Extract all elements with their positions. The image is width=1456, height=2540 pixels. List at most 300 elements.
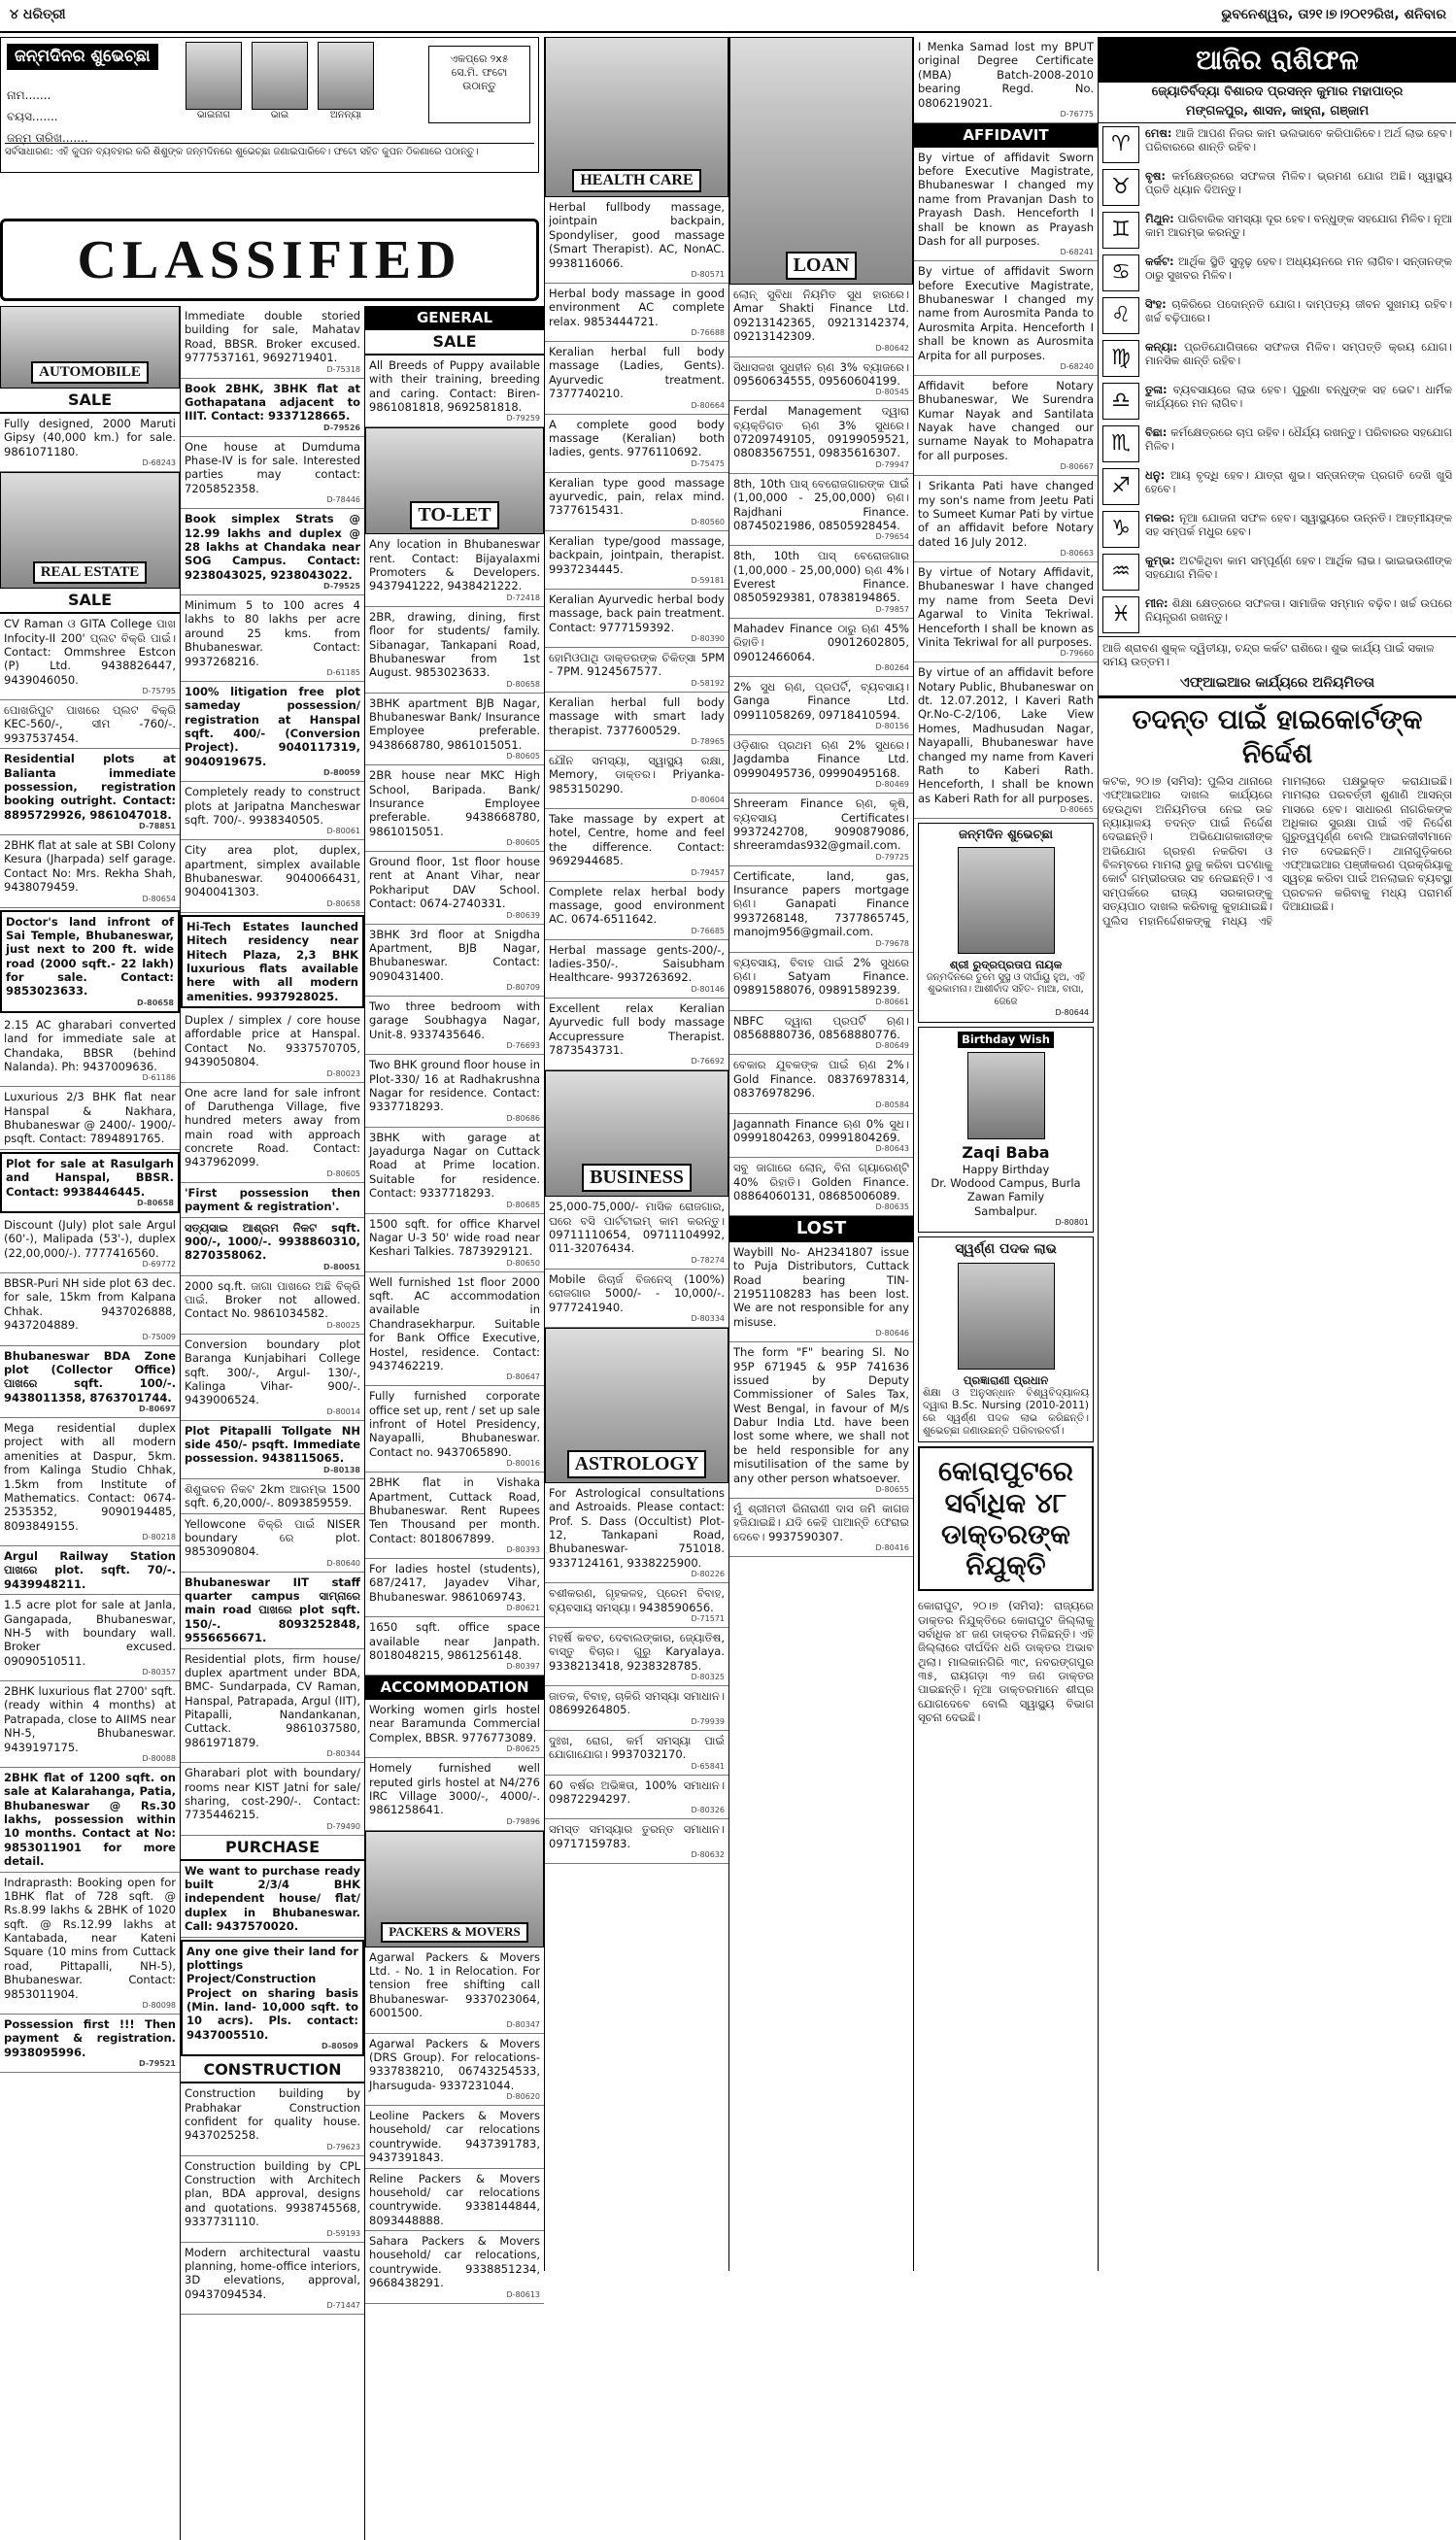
classified-ad — [181, 379, 364, 437]
classified-ad — [729, 1342, 913, 1499]
ad-text: ସିଧାସଳଖ ସୁଧହୀନ ଋଣ 3% ବ୍ୟାଜରେ। 09560634555, 09560604199. — [733, 359, 909, 388]
classified-ad — [181, 509, 364, 595]
ad-text: Herbal massage gents-200/-, ladies-350/-. Saisubham Healthcare- 9937263692. — [549, 942, 725, 985]
classified-ad — [0, 1595, 180, 1681]
rashi-name: କର୍କଟ: — [1145, 254, 1174, 268]
ad-text: Shreeram Finance ଋଣ, କୃଷି, ବ୍ୟବସାୟ Certificates। 9937242708, 9090879086, shreeramdas932@gmail.com. — [733, 796, 909, 853]
ad-text: 1500 sqft. for office Kharvel Nagar U-3 50' wide road near Keshari Talkies. 7873929121. — [369, 1216, 540, 1259]
rashi-entry — [1099, 508, 1456, 551]
birthday-card-1-code: D-80644 — [1055, 1008, 1089, 1018]
classified-ad — [0, 1768, 180, 1873]
classified-ad — [0, 2015, 180, 2073]
classified-ad — [914, 376, 1098, 476]
classified-ad — [181, 1183, 364, 1218]
ad-code: D-69772 — [142, 1260, 176, 1269]
ad-text: Keralian Ayurvedic herbal body massage, back pain treatment. Contact: 9777159392. — [549, 592, 725, 634]
construction-heading: CONSTRUCTION — [181, 2058, 364, 2083]
rashi-entry — [1099, 209, 1456, 252]
zodiac-icon: ♌ — [1102, 297, 1139, 334]
tolet-ads — [365, 534, 544, 1676]
ad-text: ଜାତକ, ବିବାହ, ଚାକିରି ସମସ୍ୟା ସମାଧାନ। 08699264805. — [549, 1689, 725, 1717]
classified-ad — [545, 999, 728, 1071]
ad-text: I Srikanta Pati have changed my son's name from Jeetu Pati to Sumeet Kumar Pati by virtue of an affidavit before Notary dated 16 July 2012. — [918, 479, 1094, 549]
rashi-name: ବୃଷ: — [1145, 168, 1166, 183]
birthday-card-2-code: D-80801 — [1055, 1218, 1089, 1227]
ad-code: D-59181 — [691, 575, 725, 585]
rashi-name: ମିଥୁନ: — [1145, 211, 1174, 225]
classified-ad — [545, 590, 728, 648]
affidavit-heading: AFFIDAVIT — [914, 123, 1098, 148]
classified-ad — [545, 751, 728, 809]
general-sale-ads — [365, 356, 544, 428]
ad-text: Mega residential duplex project with all modern amenities at Daspur, 5km. from Kalinga Studio Chhak, 1.5km from Institute of Mathematics. Contact: 0674-2535352, 9090194485, 8093849155. — [4, 1421, 176, 1533]
general-heading: GENERAL — [365, 306, 544, 330]
classified-ad — [365, 1055, 544, 1128]
rashi-entry — [1099, 337, 1456, 380]
ad-text: Excellent relax Keralian Ayurvedic full body massage Accupressure Therapist. 7873543731. — [549, 1000, 725, 1057]
astrology-image: ASTROLOGY — [545, 1328, 728, 1483]
classified-ad — [545, 197, 728, 284]
classified-ad — [545, 648, 728, 693]
ad-code: D-80325 — [691, 1673, 725, 1681]
birthday-card-1-photo — [958, 847, 1055, 954]
ad-text: ହୋମିଓପାଥି ଡାକ୍ତରଙ୍କ ଚିକିତ୍ସା 5PM - 7PM. 9124567577. — [549, 651, 725, 679]
ad-text: ବଶୀକରଣ, ଗୃହକଳହ, ପ୍ରେମ ବିବାହ, ବ୍ୟବସାୟ ସମସ୍ୟା। 9438590656. — [549, 1586, 725, 1614]
loan-image: LOAN — [729, 37, 913, 285]
ad-code: D-75318 — [326, 364, 360, 374]
classified-ad — [181, 2156, 364, 2243]
rashifal-signs — [1099, 123, 1456, 636]
ad-code: D-79526 — [323, 423, 360, 432]
classified-ad — [729, 735, 913, 794]
ad-text: Fully designed, 2000 Maruti Gipsy (40,000 km.) for sale. 9861071180. — [4, 417, 176, 458]
ad-code: D-80663 — [1060, 549, 1094, 558]
sample-photo-3: ଅନନ୍ୟା — [318, 42, 374, 122]
rashi-prediction: କର୍ମକ୍ଷେତ୍ରରେ ଚାପ ରହିବ। ଧୈର୍ଯ୍ୟ ରଖନ୍ତୁ। ପରିବାରର ସହଯୋଗ ମିଳିବ। — [1145, 424, 1452, 453]
ad-code: D-80605 — [326, 1168, 360, 1178]
ad-code: D-80156 — [875, 722, 909, 730]
birthday-card-2-line3: Zawan Family — [966, 1190, 1045, 1204]
rashi-name: ମକର: — [1145, 510, 1175, 525]
rashi-text — [1145, 554, 1452, 591]
ad-code: D-61185 — [326, 667, 360, 677]
rashi-prediction: ଚାକିରିରେ ପଦୋନ୍ନତି ଯୋଗ। ଦାମ୍ପତ୍ୟ ଜୀବନ ସୁଖମୟ ରହିବ। ଖର୍ଚ୍ଚ ବଢ଼ିପାରେ। — [1145, 296, 1452, 324]
rashi-prediction: ଆଜି ଆପଣ ନିଜର କାମ ଭଲଭାବେ କରିପାରିବେ। ଅର୍ଥ ଲାଭ ହେବ। ପରିବାରରେ ଶାନ୍ତି ରହିବ। — [1145, 125, 1453, 153]
ad-text: I Menka Samad lost my BPUT original Degree Certificate (MBA) Batch-2008-2010 bearing Regd. No. 0806219021. — [918, 40, 1094, 110]
ad-text: 2BHK flat in Vishaka Apartment, Cuttack Road, Bhubaneswar. Rent Rupees Ten Thousand per month. Contact: 8018067899. — [369, 1475, 540, 1545]
ad-text: ବ୍ୟବସାୟ, ବିବାହ ପାଇଁ 2% ସୁଧରେ ଋଣ। Satyam Finance. 09891588076, 09891589239. — [733, 955, 909, 998]
dateline: ଭୁବନେଶ୍ୱର, ତା୨୧।୭।୨୦୧୨ରିଖ, ଶନିବାର — [1221, 7, 1446, 23]
ad-text: 60 ବର୍ଷର ଅଭିଜ୍ଞତା, 100% ସମାଧାନ। 09872294297. — [549, 1778, 725, 1806]
ad-code: D-80218 — [142, 1533, 176, 1541]
classified-ad — [914, 662, 1098, 819]
page-header — [0, 0, 1456, 33]
ad-code: D-80613 — [506, 2289, 540, 2299]
ad-code: D-80146 — [691, 984, 725, 994]
classified-ad — [545, 809, 728, 882]
ad-code: D-80665 — [1060, 805, 1094, 814]
ad-text: Conversion boundary plot Baranga Kunjabihari College sqft. 300/-, Argul- 130/-, Kalinga Vihar- 900/-. 9439006524. — [185, 1337, 360, 1407]
ad-code: D-80686 — [506, 1113, 540, 1123]
ad-text: 2000 sq.ft. ଜାଗା ପାଖରେ ଅଛି ବିକ୍ରି ପାଇଁ. Broker not allowed. Contact No. 9861034582. — [185, 1278, 360, 1321]
ad-code: D-79623 — [326, 2142, 360, 2151]
classified-ad — [545, 1731, 728, 1776]
ad-text: Any one give their land for plottings Project/Construction Project on sharing basis (Min. land- 10,000 sqft. to 10 acrs). Pls. contact: 9437005510. — [186, 1944, 358, 2042]
ad-text: For Astrological consultations and Astroaids. Please contact: Prof. S. Dass (Occultist) Plot- 12, Tankapani Road, Bhubaneswar- 751018. 9337124161, 9338225900. — [549, 1485, 725, 1570]
classified-ad — [181, 1763, 364, 1836]
classified-ad — [545, 1819, 728, 1864]
zodiac-icon: ♉ — [1102, 169, 1139, 206]
ad-code: D-80643 — [875, 1144, 909, 1154]
ad-code: D-58192 — [691, 678, 725, 688]
ad-text: 'First possession then payment & registration'. — [185, 1185, 360, 1214]
rashi-entry — [1099, 294, 1456, 337]
classified-ad — [365, 2169, 544, 2232]
column-loan — [729, 37, 913, 2271]
ad-text: Well furnished 1st floor 2000 sqft. AC accommodation available in Chandrasekharpur. Suitable for Bank Office Executive, Hostel, residence. Contact: 9437462219. — [369, 1274, 540, 1372]
ad-text: Agarwal Packers & Movers (DRS Group). For relocations- 9337838210, 06743254533, Jharsuguda- 9337231044. — [369, 2036, 540, 2092]
classified-ad — [365, 1214, 544, 1272]
ad-text: NBFC ଦ୍ୱାରା ପ୍ରପର୍ଟି ଋଣ। 08568880736, 08568880776. — [733, 1013, 909, 1041]
classified-ad — [365, 1617, 544, 1676]
rashi-text — [1145, 297, 1452, 334]
zodiac-icon: ♑ — [1102, 511, 1139, 548]
ad-code: D-80640 — [326, 1558, 360, 1568]
birthday-coupon-fields — [7, 85, 88, 149]
ad-code: D-80138 — [323, 1465, 360, 1474]
classified-ad — [914, 562, 1098, 662]
ad-code: D-80509 — [322, 2042, 358, 2051]
classified-ad — [729, 1499, 913, 1557]
classified-ad — [0, 835, 180, 908]
koraput-story: କୋରାପୁଟ, ୨୦।୭ (ସମିସ): ରାଜ୍ୟରେ ଡାକ୍ତର ନିଯୁକ୍ତିରେ କୋରାପୁଟ ଜିଲ୍ଲାକୁ ସର୍ବାଧିକ ୪୮ ଜଣ ଡାକ୍ତର ମିଳିଛନ୍ତି। ଏହି ଜିଲ୍ଲାରେ ଦୀର୍ଘଦିନ ଧରି ଡାକ୍ତର ଅଭାବ ଥିଲା। ମାଲକାନଗିରି ୩୯, ନବରଙ୍ଗପୁର ୩୫, ରାୟଗଡ଼ା ୩୨ ଜଣ ଡାକ୍ତର ପାଇଛନ୍ତି। ନୂଆ ଡାକ୍ତରମାନେ ଶୀଘ୍ର ଯୋଗଦେବେ ବୋଲି ସ୍ୱାସ୍ଥ୍ୟ ବିଭାଗ ସୂଚନା ଦେଇଛି। — [918, 1599, 1094, 1725]
rashi-prediction: ଅଟକିଥିବା କାମ ସମ୍ପୂର୍ଣ୍ଣ ହେବ। ଆର୍ଥିକ ଲାଭ। ଭାଇଭଉଣୀଙ୍କ ସହଯୋଗ ମିଳିବ। — [1145, 553, 1452, 581]
classified-ad — [181, 1649, 364, 1764]
ad-text: 2.15 AC gharabari converted land for immediate sale at Chandaka, BBSR (behind Nalanda). Ph: 9437009636. — [4, 1017, 176, 1073]
classified-ad — [365, 694, 544, 766]
ad-text: By virtue of affidavit Sworn before Executive Magistrate, Bhubaneswar I changed my name from Pravanjan Dash to Prayash Dash. Henceforth I shall be known as Prayash Dash for all purposes. — [918, 150, 1094, 248]
purchase-heading: PURCHASE — [181, 1836, 364, 1861]
ad-code: D-79525 — [323, 582, 360, 591]
classified-ad — [914, 37, 1098, 123]
ad-code: D-79521 — [139, 2059, 176, 2068]
ad-code: D-80393 — [506, 1545, 540, 1554]
birthday-card-1-text: ଜନ୍ମଦିନରେ ତୁମେ ସୁସ୍ଥ ଓ ଦୀର୍ଘାୟୁ ହୁଅ, ଏହି ଶୁଭକାମନା। ଆଶୀର୍ବାଦ ସହିତ- ମାଆ, ବାପା, ଜେଜେ — [926, 971, 1086, 1007]
honour-name: ପ୍ରଜ୍ଞାରାଣୀ ପ୍ରଧାନ — [963, 1372, 1049, 1387]
birthday-card-2-line4: Sambalpur. — [973, 1203, 1037, 1218]
classified-ad — [729, 953, 913, 1011]
ad-text: Residential plots, firm house/ duplex apartment under BDA, BMC- Sundarpada, CV Raman, Hanspal, Patrapada, Argul (IIT), Pitapalli, Nandankanan, Cuttack. 9861037580, 9861971879. — [185, 1651, 360, 1749]
ad-code: D-65841 — [691, 1761, 725, 1771]
classified-ad — [0, 1087, 180, 1150]
classified-ad — [729, 866, 913, 953]
ad-text: Herbal fullbody massage, jointpain backpain, Spondyliser, good massage (Smart Therapist). AC, NonAC. 9938116066. — [549, 200, 725, 270]
ad-text: Keralian herbal full body massage with smart lady therapist. 7377600529. — [549, 694, 725, 737]
classified-ad — [914, 476, 1098, 562]
ad-code: D-80264 — [875, 662, 909, 672]
rashi-prediction: ଆୟ ବୃଦ୍ଧି ହେବ। ଯାତ୍ରା ଶୁଭ। ସନ୍ତାନଙ୍କ ପ୍ରଗତି ଦେଖି ଖୁସି ହେବେ। — [1145, 467, 1452, 495]
ad-text: All Breeds of Puppy available with their training, breeding and caring. Contact: Biren- 9861081818, 9692581818. — [369, 357, 540, 414]
ad-text: 25,000-75,000/- ମାସିକ ରୋଜଗାର, ଘରେ ବସି ପାର୍ଟଟାଇମ୍ କାମ କରନ୍ତୁ। 09711110654, 09711104992, 011-32076434. — [549, 1200, 725, 1256]
ad-text: ଦୁଃଖ, ରୋଗ, କର୍ମ ସମସ୍ୟା ପାଇଁ ଯୋଗାଯୋଗ। 9937032170. — [549, 1733, 725, 1762]
ad-code: D-80416 — [875, 1543, 909, 1552]
ad-text: Ground floor, 1st floor house rent at Anant Vihar, near Pokhariput DAV School. Contact: 0674-2740331. — [369, 855, 540, 911]
classified-ad — [0, 1215, 180, 1273]
zodiac-icon: ♈ — [1102, 126, 1139, 163]
ad-text: 2BHK luxurious flat 2700' sqft. (ready within 4 months) at Patrapada, close to AIIMS near NH-5, Bhubaneswar. 9439197175. — [4, 1684, 176, 1754]
ad-code: D-76685 — [691, 926, 725, 935]
classified-ad — [181, 915, 364, 1008]
ad-text: ସତ୍ୟସାଇ ଆଶ୍ରମ ନିକଟ sqft. 900/-, 1000/-. 9938860310, 8270358062. — [185, 1220, 360, 1263]
ad-text: Any location in Bhubaneswar rent. Contact: Bijayalaxmi Promoters & Developers. 9437941222, 9438421222. — [369, 537, 540, 593]
rashi-name: କୁମ୍ଭ: — [1145, 553, 1175, 567]
coupon-field-age[interactable]: ବୟସ....... — [7, 110, 58, 123]
ad-text: Keralian herbal full body massage (Ladies, Gents). Ayurvedic treatment. 7377740210. — [549, 345, 725, 401]
ad-code: D-79947 — [875, 459, 909, 469]
ad-text: Agarwal Packers & Movers Ltd. - No. 1 in Relocation. For tension free shifting call Bhubaneswar- 9337023064, 6001500. — [369, 1949, 540, 2020]
accommodation-ads — [365, 1700, 544, 1831]
ad-code: D-76693 — [506, 1041, 540, 1051]
birthday-card-1 — [918, 823, 1094, 1023]
ad-text: 1650 sqft. office space available near Janpath. 8018048215, 9861256148. — [369, 1620, 540, 1662]
tolet-image: TO-LET — [365, 427, 544, 534]
ad-text: 3BHK 3rd floor at Snigdha Apartment, BJB Nagar, Bhubaneswar. Contact: 9090431400. — [369, 927, 540, 983]
ad-code: D-80025 — [326, 1320, 360, 1330]
rashifal-title: ଆଜିର ରାଶିଫଳ — [1099, 37, 1456, 83]
classified-ad — [365, 925, 544, 998]
ad-text: ସବୁ ଜାଗାରେ ଲୋନ୍, ବିନା ଗ୍ୟାରେଣ୍ଟି 40% ରିହାତି। Golden Finance. 08864060131, 08685006089. — [733, 1161, 909, 1202]
birthday-card-2-name: Zaqi Baba — [962, 1142, 1050, 1162]
ad-text: Hi-Tech Estates launched Hitech residency near Hitech Plaza, 2,3 BHK luxurious flats available here with all modern amenities. 9937928025. — [186, 919, 358, 1003]
ad-code: D-80632 — [691, 1850, 725, 1859]
ad-text: CV Raman ଓ GITA College ପାଖ Infocity-II 200' ପ୍ଲଟ ବିକ୍ରି ପାଇଁ। Contact: Ommshree Estcon (P) Ltd. 9438826447, 9439046050. — [4, 617, 176, 687]
classified-ad — [0, 749, 180, 835]
ad-code: D-80023 — [326, 1068, 360, 1078]
classified-ad — [181, 1940, 364, 2057]
ad-text: Mahadev Finance ଠାରୁ ଋଣ 45% ରିହାତି। 09012602805, 09012466064. — [733, 621, 909, 663]
ad-code: D-76688 — [691, 328, 725, 337]
ad-code: D-80658 — [137, 1198, 174, 1207]
birthday-coupon — [0, 37, 539, 173]
ad-text: Argul Railway Station ପାଖରେ plot. sqft. 70/-. 9439948211. — [4, 1549, 176, 1591]
real-estate-sale-heading: SALE — [0, 589, 180, 614]
zodiac-icon: ♐ — [1102, 468, 1139, 505]
classified-ad — [729, 1011, 913, 1056]
ad-text: The form "F" bearing Sl. No 95P 671945 & 95P 741636 issued by Deputy Commissioner of Sales Tax, West Bengal, in favour of M/s Dabur India Ltd. have been lost some where, we shall not be held responsible for any misutilisation of the same by any other person whatsoever. — [733, 1345, 909, 1485]
zodiac-icon: ♏ — [1102, 425, 1139, 462]
ad-code: D-71447 — [326, 2301, 360, 2310]
ad-code: D-80390 — [691, 634, 725, 643]
rashi-text — [1145, 212, 1452, 249]
packers-image: PACKERS & MOVERS — [365, 1831, 544, 1947]
coupon-field-name[interactable]: ନାମ....... — [7, 88, 51, 102]
ad-text: Plot Pitapalli Tollgate NH side 450/- psqft. Immediate possession. 9438115065. — [185, 1423, 360, 1466]
ad-text: 1.5 acre plot for sale at Janla, Gangapada, Bhubaneswar, NH-5 with boundary wall. Broker excused. 09090510511. — [4, 1598, 176, 1668]
ad-code: D-80664 — [691, 400, 725, 410]
classified-ad — [0, 1418, 180, 1546]
column-property-2 — [181, 306, 364, 2310]
classified-ad — [0, 414, 180, 472]
ad-text: Residential plots at Balianta immediate possession, registration booking outright. Contact: 8895729926, 9861047018. — [4, 752, 176, 822]
ad-text: Yellowcone ବିକ୍ରି ପାଇଁ NISER boundary ରେ plot. 9853090804. — [185, 1516, 360, 1559]
ad-text: Book simplex Strats @ 12.99 lakhs and duplex @ 28 lakhs at Chandaka near SOG Campus. Contact: 9238043025, 9238043022. — [185, 512, 360, 582]
ad-text: Two three bedroom with garage Soubhagya Nagar, Unit-8. 9337435646. — [369, 999, 540, 1041]
ad-code: D-68241 — [1060, 248, 1094, 257]
rashi-text — [1145, 126, 1452, 163]
classified-ad — [0, 1873, 180, 2015]
classified-ad — [181, 595, 364, 682]
ad-text: 3BHK apartment BJB Nagar, Bhubaneswar Bank/ Insurance Employee preferable. 9438668780, 9861015051. — [369, 695, 540, 752]
classified-ad — [365, 1758, 544, 1831]
birthday-card-2-title: Birthday Wish — [958, 1032, 1054, 1047]
ad-code: D-80334 — [691, 1313, 725, 1323]
rashi-name: ଧନୁ: — [1145, 467, 1166, 482]
ad-text: Reline Packers & Movers household/ car relocations countrywide. 9338144844, 8093448888. — [369, 2171, 540, 2227]
real-estate-image: REAL ESTATE — [0, 472, 180, 589]
general-sale-heading: SALE — [365, 330, 544, 356]
classified-banner — [0, 219, 539, 301]
classified-ad — [729, 794, 913, 866]
astrology-ads — [545, 1483, 728, 1864]
ad-text: Modern architectural vaastu planning, home-office interiors, 3D elevations, approval, 09437094534. — [185, 2245, 360, 2301]
ad-code: D-79654 — [875, 532, 909, 542]
ad-code: D-80226 — [691, 1570, 725, 1579]
ad-code: D-72418 — [506, 593, 540, 602]
sample-photos — [186, 42, 374, 122]
ad-text: Construction building by CPL Construction with Architech plan, BDA approval, designs and quotations. 9938745568, 9337731110. — [185, 2158, 360, 2229]
ad-code: D-76692 — [691, 1057, 725, 1067]
ad-code: D-80014 — [326, 1406, 360, 1416]
classified-ad — [0, 614, 180, 700]
ad-text: ଶିଶୁଭବନ ନିକଟ 2km ଆରମ୍ଭ 1500 sqft. 6,20,000/-. 8093859559. — [185, 1481, 360, 1510]
automobile-image: AUTOMOBILE — [0, 306, 180, 389]
classified-ad — [729, 357, 913, 402]
ad-code: D-76775 — [1060, 109, 1094, 119]
classified-ad — [365, 534, 544, 607]
ad-code: D-80347 — [506, 2019, 540, 2029]
ad-text: Keralian type/good massage, backpain, jointpain, therapist. 9937234445. — [549, 533, 725, 576]
classified-ad — [181, 1573, 364, 1649]
zodiac-icon: ♒ — [1102, 554, 1139, 591]
classified-ad — [181, 437, 364, 510]
classified-ad — [0, 1546, 180, 1595]
ad-code: D-80584 — [875, 1100, 909, 1109]
classified-ad — [545, 1776, 728, 1820]
automobile-ads — [0, 414, 180, 472]
classified-ad — [545, 940, 728, 999]
birthday-card-2 — [918, 1027, 1094, 1233]
classified-ad — [181, 2243, 364, 2316]
ad-code: D-80051 — [323, 1262, 360, 1271]
classified-ad — [181, 1479, 364, 1514]
classified-ad — [0, 700, 180, 749]
ad-text: BBSR-Puri NH side plot 63 dec. for sale, 15km from Kalpana Chhak. 9437026888, 9437204889. — [4, 1276, 176, 1333]
zodiac-icon: ♋ — [1102, 254, 1139, 291]
ad-code: D-80639 — [506, 910, 540, 920]
rashi-prediction: ଶିକ୍ଷା କ୍ଷେତ୍ରରେ ସଫଳତା। ସାମାଜିକ ସମ୍ମାନ ବଢ଼ିବ। ଖର୍ଚ୍ଚ ଉପରେ ନିୟନ୍ତ୍ରଣ ରଖନ୍ତୁ। — [1145, 595, 1452, 624]
classified-ad — [365, 1559, 544, 1617]
ad-code: D-80605 — [506, 752, 540, 762]
zodiac-icon: ♊ — [1102, 212, 1139, 249]
accommodation-heading: ACCOMMODATION — [365, 1676, 544, 1700]
ad-code: D-61186 — [142, 1073, 176, 1083]
classified-ad — [914, 148, 1098, 262]
ad-text: 2BR, drawing, dining, first floor for students/ family. Sibanagar, Tankapani Road, Bhubaneswar from 1st August. 9853023633. — [369, 609, 540, 680]
classified-ad — [181, 1218, 364, 1276]
photo-size-note: ଏକପ୍ରେ ୨x୫ ସେ.ମି. ଫଟୋ ଉଠାନ୍ତୁ — [428, 46, 530, 123]
classified-ad — [545, 1270, 728, 1328]
classified-ad — [365, 2106, 544, 2169]
coupon-footer: ସର୍ବସାଧାରଣ: ଏହି କୁପନ ବ୍ୟବହାର କରି ଶିଶୁଙ୍କ ଜନ୍ମଦିନରେ ଶୁଭେଚ୍ଛା ଜଣାଇପାରିବେ। ଫଟୋ ସହିତ କୁପନ ଠିକଣାରେ ପଠାନ୍ତୁ। — [5, 143, 534, 159]
news-body: କଟକ, ୨୦।୭ (ସମିସ): ପୁଲିସ ଥାନାରେ ଏଫ୍ଆଇଆର ଦାଖଲ କାର୍ଯ୍ୟରେ ହେଉଥିବା ଅନିୟମିତତା ନେଇ ଉଚ୍ଚ ନ୍ୟାୟାଳୟ ତଦନ୍ତ ପାଇଁ ନିର୍ଦ୍ଦେଶ ଦେଇଛନ୍ତି। ଅଭିଯୋଗକାରୀଙ୍କ ଅଭିଯୋଗ ଗ୍ରହଣ ନକରିବା ଓ ବିଳମ୍ବରେ ମାମଲା ରୁଜୁ କରିବା ଘଟଣାକୁ କୋର୍ଟ ଗମ୍ଭୀରତାର ସହ ନେଇଛନ୍ତି। ଏ ସମ୍ପର୍କରେ ରାଜ୍ୟ ସରକାରଙ୍କୁ ସତ୍ୟପାଠ ଦାଖଲ କରିବାକୁ କୁହାଯାଇଛି। ପୁଲିସ ମହାନିର୍ଦ୍ଦେଶକଙ୍କୁ ମଧ୍ୟ ଏହି ମାମଲାରେ ପକ୍ଷଭୁକ୍ତ କରାଯାଇଛି। ମାମଲାର ପରବର୍ତ୍ତୀ ଶୁଣାଣି ଆସନ୍ତା ମାସରେ ହେବ। ସାଧାରଣ ନାଗରିକଙ୍କ ଅଧିକାର ସୁରକ୍ଷା ପାଇଁ ଏହି ନିର୍ଦ୍ଦେଶ ଗୁରୁତ୍ୱପୂର୍ଣ୍ଣ ବୋଲି ଆଇନଜୀବୀମାନେ ମତ ଦେଇଛନ୍ତି। ଥାନାଗୁଡ଼ିକରେ ଏଫ୍ଆଇଆର ପଞ୍ଜୀକରଣ ପ୍ରକ୍ରିୟାକୁ ସ୍ୱଚ୍ଛ କରିବା ପାଇଁ ଅନଲାଇନ ବ୍ୟବସ୍ଥା ପ୍ରଚଳନ କରିବାକୁ ମଧ୍ୟ ପରାମର୍ଶ ଦିଆଯାଇଛି। — [1102, 773, 1452, 928]
ad-text: Luxurious 2/3 BHK flat near Hanspal & Nakhara, Bhubaneswar @ 2400/- 1900/- psqft. Contact: 7894891765. — [4, 1090, 176, 1146]
lost-heading: LOST — [729, 1216, 913, 1242]
classified-ad — [181, 682, 364, 782]
ad-code: D-80571 — [691, 269, 725, 279]
ad-text: Certificate, land, gas, Insurance papers mortgage ଋଣ। Ganapati Finance 9937268148, 7377865745, manojm956@gmail.com. — [733, 868, 909, 939]
ad-text: A complete good body massage (Keralian) both ladies, gents. 9776110692. — [549, 417, 725, 459]
ad-code: D-80397 — [506, 1662, 540, 1672]
classified-ad — [365, 1700, 544, 1758]
ad-code: D-80667 — [1060, 462, 1094, 472]
ad-text: Bhubaneswar BDA Zone plot (Collector Office) ପାଖରେ sqft. 100/-. 9438011358, 8763701744. — [4, 1348, 176, 1405]
ad-text: Sahara Packers & Movers household/ car relocations, countrywide. 9338851234, 9668438291. — [369, 2234, 540, 2290]
classified-ad — [729, 401, 913, 474]
health-ads — [545, 197, 728, 1070]
ad-text: ଲୋନ୍ ସୁବିଧା ନିୟମିତ ସୁଧ ହାରରେ। Amar Shakti Finance Ltd. 09213142365, 09213142374, 09213142309. — [733, 288, 909, 344]
ad-text: One house at Dumduma Phase-IV is for sale. Interested parties may contact: 7205852358. — [185, 439, 360, 495]
ad-code: D-68240 — [1060, 361, 1094, 371]
classified-ad — [545, 1583, 728, 1628]
ad-text: 8th, 10th ପାସ୍ ବେରୋଜଗାରଙ୍କ ପାଇଁ (1,00,000 - 25,00,000) ଋଣ। Rajdhani Finance. 08745021986, 08505928454. — [733, 476, 909, 532]
ad-text: ମହର୍ଷି କବଚ, ଦେବାଲଙ୍କାର, ଜ୍ୟୋତିଷ, ବାସ୍ତୁ ବିଚାର। ଗୁରୁ Karyalaya. 9338213418, 9238328785. — [549, 1630, 725, 1673]
classified-ad — [0, 910, 180, 1013]
rashi-name: ସିଂହ: — [1145, 296, 1167, 311]
ad-text: Keralian type good massage ayurvedic, pain, relax mind. 7377615431. — [549, 475, 725, 518]
rashi-prediction: ନୂଆ ଯୋଜନା ସଫଳ ହେବ। ସ୍ୱାସ୍ଥ୍ୟରେ ଉନ୍ନତି। ଆତ୍ମୀୟଙ୍କ ସହ ସମ୍ପର୍କ ମଧୁର ହେବ। — [1145, 510, 1452, 538]
classified-ad — [0, 1346, 180, 1419]
classified-ad — [365, 1947, 544, 2034]
ad-code: D-80646 — [875, 1329, 909, 1338]
rashi-entry — [1099, 551, 1456, 593]
birthday-card-2-line1: Happy Birthday — [962, 1162, 1050, 1176]
classified-ad — [365, 1386, 544, 1473]
ad-text: City area plot, duplex, apartment, simplex available Bhubaneswar. 9040066431, 9040041303. — [185, 843, 360, 899]
classified-ad — [729, 1158, 913, 1216]
classified-ad — [181, 1861, 364, 1938]
rashi-entry — [1099, 380, 1456, 423]
notices — [914, 37, 1098, 123]
classified-ad — [365, 607, 544, 694]
ad-code: D-79725 — [875, 852, 909, 862]
classified-ad — [181, 1514, 364, 1573]
ad-text: Jagannath Finance ଋଣ 0% ସୁଧ। 09991804263, 09991804269. — [733, 1116, 909, 1144]
birthday-coupon-title: ଜନ୍ମଦିନର ଶୁଭେଚ୍ଛା — [7, 44, 158, 70]
rashi-name: କନ୍ୟା: — [1145, 339, 1178, 354]
ad-text: Possession first !!! Then payment & registration. 9938095996. — [4, 2016, 176, 2059]
ad-text: Take massage by expert at hotel, Centre, home and feel the difference. Contact: 9692944685. — [549, 812, 725, 868]
lost-ads — [729, 1242, 913, 1557]
ad-text: Leoline Packers & Movers household/ car relocations countrywide. 9437391783, 9437391843. — [369, 2109, 540, 2165]
rashi-prediction: କର୍ମକ୍ଷେତ୍ରରେ ସଫଳତା ମିଳିବ। ଭ୍ରମଣ ଯୋଗ ଅଛି। ସ୍ୱାସ୍ଥ୍ୟ ପ୍ରତି ଧ୍ୟାନ ଦିଅନ୍ତୁ। — [1145, 168, 1452, 196]
ad-code: D-80357 — [142, 1668, 176, 1676]
coupon-field-dob[interactable]: ଜନ୍ମ ତାରିଖ....... — [7, 131, 88, 145]
ad-text: Ferdal Management ଦ୍ୱାରା ବ୍ୟକ୍ତିଗତ ଋଣ 3% ସୁଧରେ। 07209749105, 09199059521, 08083567551, 09835616307. — [733, 404, 909, 460]
health-care-image: HEALTH CARE — [545, 37, 728, 197]
classified-ad — [729, 1055, 913, 1113]
classified-ad — [729, 474, 913, 547]
classified-ad — [181, 2083, 364, 2156]
